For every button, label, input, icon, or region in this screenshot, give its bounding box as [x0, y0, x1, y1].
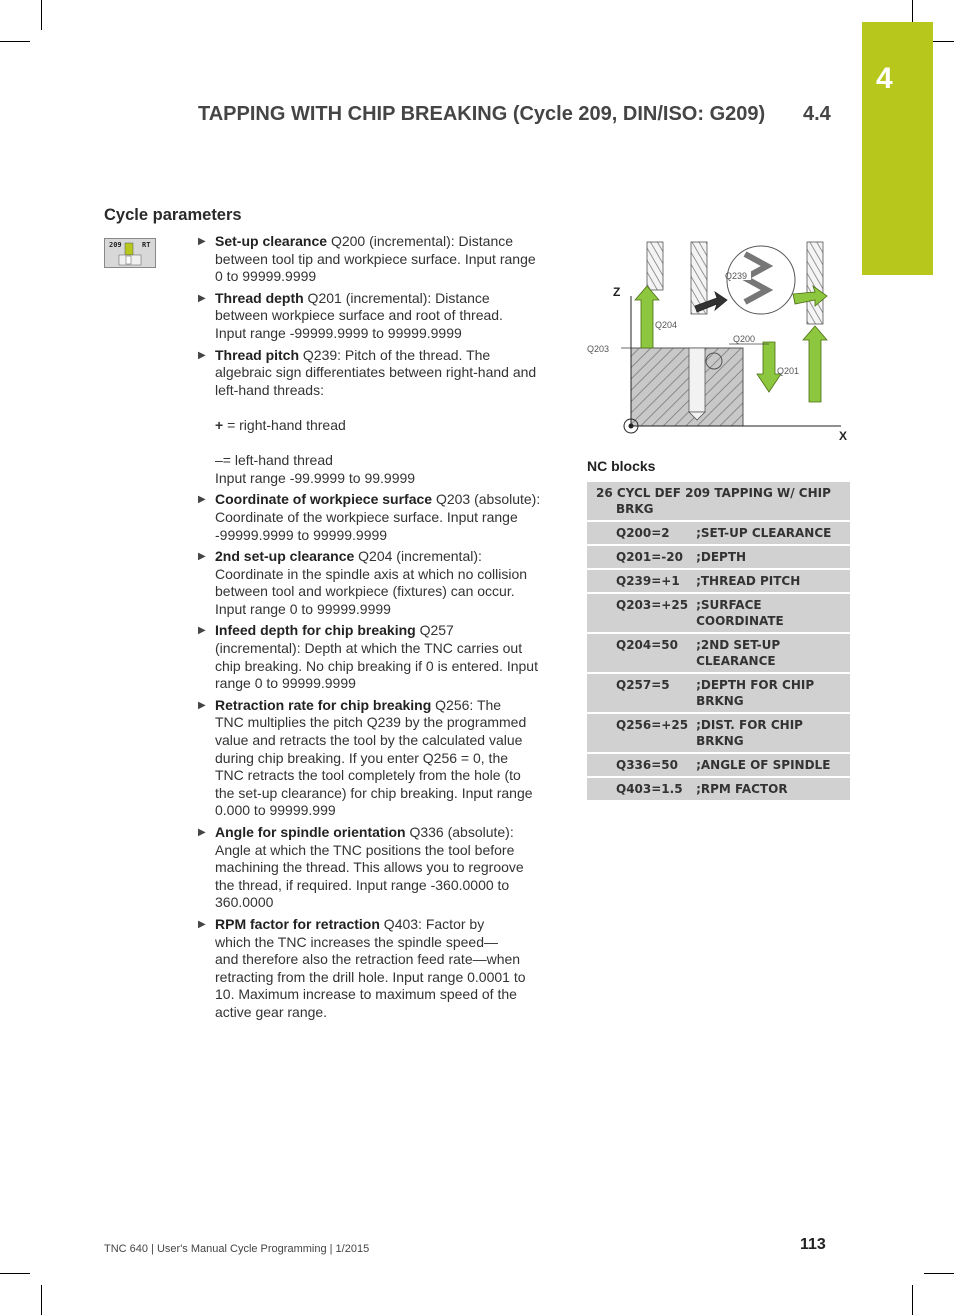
q200-label: Q200	[733, 334, 756, 344]
param-workpiece-surface: ▶ Coordinate of workpiece surface Q203 (absolute): Coordinate of the workpiece surface. Input range -99999.9999 to 99999.9999	[198, 491, 541, 543]
param-name: Retraction rate for chip breaking	[215, 696, 432, 713]
bullet-arrow-icon: ▶	[198, 625, 206, 637]
nc-blocks-title: NC blocks	[587, 458, 656, 474]
bullet-arrow-icon: ▶	[198, 699, 206, 711]
crop-mark	[0, 41, 30, 42]
footer-text: TNC 640 | User's Manual Cycle Programming | 1/2015	[104, 1243, 370, 1255]
table-row: Q201=-20 ;DEPTH	[587, 545, 850, 569]
param-name: Thread depth	[215, 289, 304, 306]
section-number: 4.4	[803, 103, 831, 125]
parameter-list	[198, 233, 558, 1026]
table-row: Q256=+25 ;DIST. FOR CHIP BRKNG	[587, 713, 850, 753]
table-row: Q403=1.5 ;RPM FACTOR	[587, 777, 850, 801]
param-spindle-angle: ▶ Angle for spindle orientation Q336 (absolute): Angle at which the TNC positions the tool before machining the thread. This allows you to regroove the thread, if required. Input range -360.0000 to 360.0000	[198, 824, 524, 911]
param-name: RPM factor for retraction	[215, 915, 380, 932]
param-name: Thread pitch	[215, 346, 300, 363]
section-title: Cycle parameters	[104, 206, 242, 224]
crop-mark	[41, 0, 42, 30]
bullet-arrow-icon: ▶	[198, 918, 206, 930]
nc-blocks-table	[587, 482, 850, 802]
param-infeed-depth: ▶ Infeed depth for chip breaking Q257 (incremental): Depth at which the TNC carries out chip breaking. No chip breaking if 0 is entered. Input range 0 to 99999.9999	[198, 622, 538, 692]
table-row: Q336=50 ;ANGLE OF SPINDLE	[587, 753, 850, 777]
crop-mark	[912, 1285, 913, 1315]
q204-label: Q204	[655, 320, 678, 330]
softkey-label: 209	[109, 241, 122, 249]
param-name: Infeed depth for chip breaking	[215, 622, 416, 639]
chapter-number: 4	[876, 62, 893, 95]
tapping-cycle-diagram	[583, 234, 853, 444]
param-name: Coordinate of workpiece surface	[215, 491, 433, 508]
param-name: Angle for spindle orientation	[215, 824, 406, 840]
table-row: Q200=2 ;SET-UP CLEARANCE	[587, 521, 850, 545]
page-number: 113	[800, 1236, 826, 1253]
table-row: Q203=+25 ;SURFACE COORDINATE	[587, 593, 850, 633]
table-row: Q204=50 ;2ND SET-UP CLEARANCE	[587, 633, 850, 673]
softkey-sub-label: RT	[142, 241, 151, 249]
z-axis-label: Z	[613, 285, 621, 299]
param-setup-clearance: ▶ Set-up clearance Q200 (incremental): Distance between tool tip and workpiece surface. Input range 0 to 99999.9999	[198, 233, 536, 285]
bullet-arrow-icon: ▶	[198, 827, 206, 838]
q203-label: Q203	[587, 344, 610, 354]
nc-head-cell: 26 CYCL DEF 209 TAPPING W/ CHIP BRKG	[587, 482, 850, 521]
param-2nd-setup-clearance: ▶ 2nd set-up clearance Q204 (incremental): Coordinate in the spindle axis at which no collision between tool and workpiece (fixtures) can occur. Input range 0 to 99999.9999	[198, 548, 528, 617]
bullet-arrow-icon: ▶	[198, 494, 206, 506]
param-name: 2nd set-up clearance	[215, 548, 355, 565]
table-row	[587, 482, 850, 521]
table-row: Q239=+1 ;THREAD PITCH	[587, 569, 850, 593]
bullet-arrow-icon: ▶	[198, 349, 206, 361]
page-header-title: TAPPING WITH CHIP BREAKING (Cycle 209, DIN/ISO: G209)	[198, 103, 766, 125]
q239-label: Q239	[725, 271, 748, 281]
bullet-arrow-icon: ▶	[198, 236, 206, 247]
crop-mark	[0, 1273, 30, 1274]
param-thread-pitch: ▶ Thread pitch Q239: Pitch of the thread. The algebraic sign differentiates between right-hand and left-hand threads: + = right-hand thread –= left-hand thread Input range -99.9999 to 99.9999	[198, 346, 537, 486]
table-row: Q257=5 ;DEPTH FOR CHIP BRKNG	[587, 673, 850, 713]
param-retraction-rate: ▶ Retraction rate for chip breaking Q256: The TNC multiplies the pitch Q239 by the programmed value and retracts the tool by the calculated value during chip breaking. If you enter Q256 = 0, the TNC retracts the tool completely from the hole (to the set-up clearance) for chip breaking. Input range 0.000 to 99999.999	[198, 696, 533, 819]
param-name: Set-up clearance	[215, 233, 328, 249]
crop-mark	[41, 1285, 42, 1315]
bullet-arrow-icon: ▶	[198, 551, 206, 563]
x-axis-label: X	[839, 429, 848, 443]
bullet-arrow-icon: ▶	[198, 292, 206, 304]
param-rpm-factor: ▶ RPM factor for retraction Q403: Factor by which the TNC increases the spindle speed— and therefore also the retraction feed rate—when retracting from the drill hole. Input range 0.0001 to 10. Maximum increase to maximum speed of the active gear range.	[198, 915, 526, 1020]
q201-label: Q201	[777, 366, 800, 376]
crop-mark	[924, 1273, 954, 1274]
param-thread-depth: ▶ Thread depth Q201 (incremental): Distance between workpiece surface and root of thread. Input range -99999.9999 to 99999.9999	[198, 289, 503, 341]
cycle-209-softkey-icon	[104, 238, 156, 268]
chapter-tab	[862, 22, 933, 275]
